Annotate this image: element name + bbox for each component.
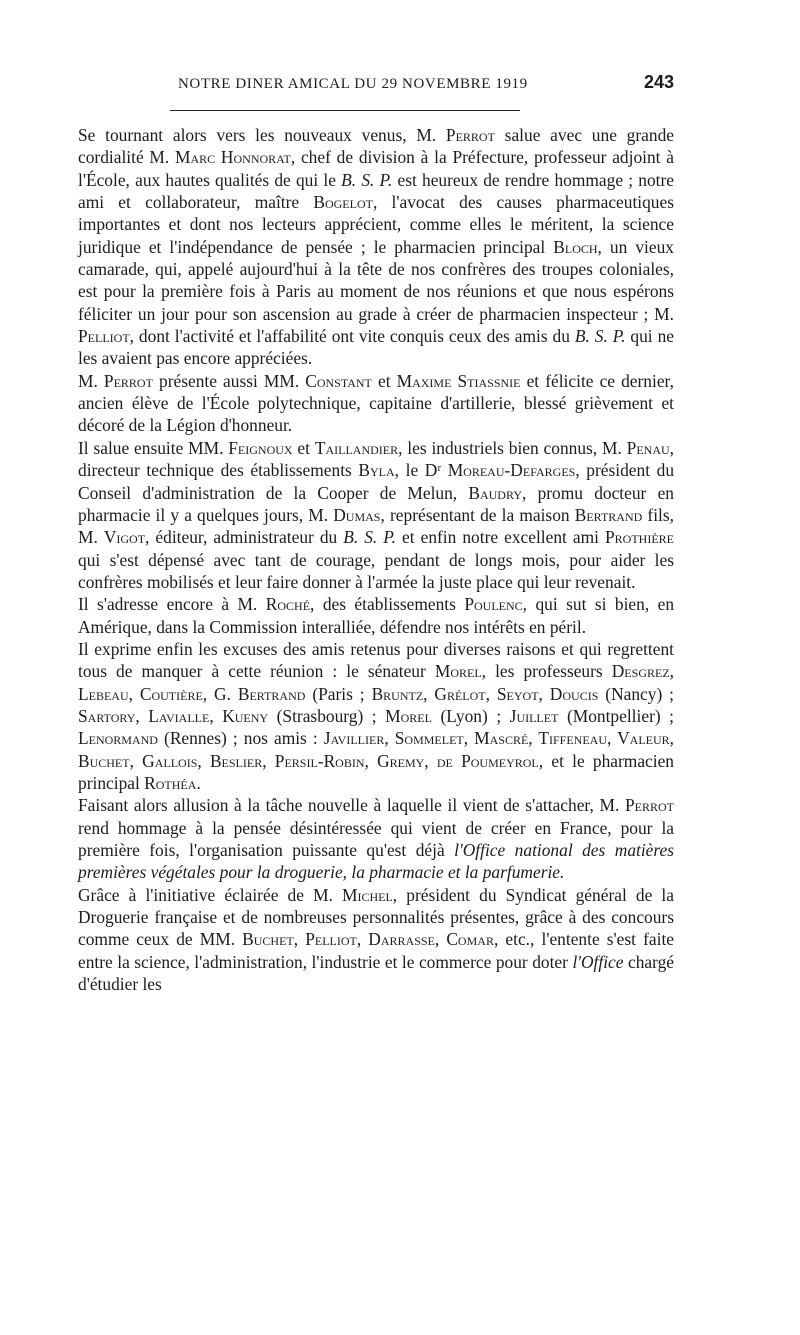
person-name: Penau bbox=[626, 437, 670, 458]
person-name: Roché bbox=[265, 594, 311, 615]
paragraph-2: M. Perrot présente aussi MM. Constant et Maxime Stiassnie et félicite ce dernier, ancien élève de l'École polytechnique, capitaine d'artillerie, blessé grièvement et décoré de la Légion d'honneur. bbox=[78, 370, 674, 436]
person-name: Moreau-Defarges bbox=[447, 460, 576, 481]
person-name: Juillet bbox=[509, 705, 559, 726]
running-head bbox=[78, 72, 674, 102]
paragraph-7: Grâce à l'initiative éclairée de M. Michel, président du Syndicat général de la Droguerie française et de nombreuses personnalités présentes, grâce à des concours comme ceux de MM. Buchet, Pelliot, Darrasse, Comar, etc., l'entente s'est faite entre la science, l'administration, l'industrie et le commerce pour doter l'Office chargé d'étudier les bbox=[78, 884, 674, 995]
person-name: Baudry bbox=[468, 482, 522, 503]
person-name: Marc Honnorat bbox=[175, 147, 291, 168]
person-name: Vigot bbox=[103, 527, 146, 548]
person-name: Morel bbox=[385, 705, 432, 726]
company-name: Byla bbox=[358, 460, 395, 481]
body-text bbox=[78, 124, 674, 995]
person-name: Michel bbox=[342, 884, 393, 905]
person-name: Bogelot bbox=[313, 192, 373, 213]
journal-abbrev: B. S. P. bbox=[574, 326, 626, 347]
paragraph-1: Se tournant alors vers les nouveaux venus, M. Perrot salue avec une grande cordialité M. Marc Honnorat, chef de division à la Préfecture, professeur adjoint à l'École, aux hautes qualités de qui le B. S. P. est heureux de rendre hommage ; notre ami et collaborateur, maître Bogelot, l'avocat des causes pharmaceutiques importantes et dont nos lecteurs apprécient, comme elles le méritent, la science juridique et l'indépendance de pensée ; le pharmacien principal Bloch, un vieux camarade, qui, appelé aujourd'hui à la tête de nos confrères des troupes coloniales, est pour la première fois à Paris au moment de nos réunions et que nous espérons féliciter un jour pour son ascension au grade à créer de pharmacien inspecteur ; M. Pelliot, dont l'activité et l'affabilité ont vite conquis ceux des amis du B. S. P. qui ne les avaient pas encore appréciées. bbox=[78, 125, 675, 369]
person-names: Bruntz, Grélot, Seyot, Doucis bbox=[371, 683, 599, 704]
person-names: Sartory, Lavialle, Kueny bbox=[78, 705, 269, 726]
running-title: NOTRE DINER AMICAL DU 29 NOVEMBRE 1919 bbox=[178, 76, 528, 92]
paragraph-3: Il salue ensuite MM. Feignoux et Taillandier, les industriels bien connus, M. Penau, directeur technique des établissements Byla, le Dʳ Moreau-Defarges, président du Conseil d'administration de la Cooper de Melun, Baudry, promu docteur en pharmacie il y a quelques jours, M. Dumas, représentant de la maison Bertrand fils, M. Vigot, éditeur, administrateur du B. S. P. et enfin notre excellent ami Prothière qui s'est dépensé avec tant de courage, pendant de longs mois, pour aider les confrères mobilisés et leur faire donner à l'armée la juste place qui leur revenait. bbox=[78, 437, 675, 592]
person-name: Feignoux bbox=[228, 437, 293, 458]
person-name: Bertrand bbox=[237, 683, 306, 704]
person-name: Pelliot bbox=[78, 326, 130, 347]
person-name: Prothière bbox=[604, 527, 674, 548]
person-names: Buchet, Pelliot, Darrasse, Comar bbox=[242, 929, 494, 950]
office-title: l'Office bbox=[572, 951, 624, 972]
person-name: Perrot bbox=[103, 370, 153, 391]
person-name: Maxime Stiassnie bbox=[396, 370, 521, 391]
person-name: Morel bbox=[434, 661, 482, 682]
company-name: Bertrand bbox=[574, 504, 643, 525]
company-name: Poulenc bbox=[464, 594, 523, 615]
paragraph-6: Faisant alors allusion à la tâche nouvelle à laquelle il vient de s'attacher, M. Perrot rend hommage à la pensée désintéressée qui vient de créer en France, pour la première fois, l'organisation puissante qu'est déjà l'Office national des matières premières végétales pour la droguerie, la pharmacie et la parfumerie. bbox=[78, 795, 675, 883]
person-names: Javillier, Sommelet, Mascré, Tiffeneau, Valeur, Buchet, Gallois, Beslier, Persil-Robin, Gremy, de Poumeyrol bbox=[78, 728, 675, 771]
header-rule bbox=[170, 110, 520, 111]
paragraph-5: Il exprime enfin les excuses des amis retenus pour diverses raisons et qui regrettent tous de manquer à cette réunion : le sénateur Morel, les professeurs Desgrez, Lebeau, Coutière, G. Bertrand (Paris ; Bruntz, Grélot, Seyot, Doucis (Nancy) ; Sartory, Lavialle, Kueny (Strasbourg) ; Morel (Lyon) ; Juillet (Montpellier) ; Lenormand (Rennes) ; nos amis : Javillier, Sommelet, Mascré, Tiffeneau, Valeur, Buchet, Gallois, Beslier, Persil-Robin, Gremy, de Poumeyrol, et le pharmacien principal Rothéa. bbox=[78, 638, 675, 793]
person-name: Dumas bbox=[333, 504, 381, 525]
person-name: Perrot bbox=[624, 795, 674, 816]
paragraph-4: Il s'adresse encore à M. Roché, des établissements Poulenc, qui sut si bien, en Amérique, dans la Commission interalliée, défendre nos intérêts en péril. bbox=[78, 594, 675, 637]
person-name: Perrot bbox=[445, 125, 495, 145]
person-name: Constant bbox=[305, 370, 372, 391]
person-name: Taillandier bbox=[314, 437, 399, 458]
person-name: Bloch bbox=[553, 236, 598, 257]
person-names: Desgrez, Lebeau, Coutière bbox=[78, 661, 674, 704]
person-name: Rothéa bbox=[144, 772, 197, 793]
journal-abbrev: B. S. P. bbox=[343, 527, 397, 548]
journal-abbrev: B. S. P. bbox=[341, 169, 393, 190]
person-name: Lenormand bbox=[78, 728, 158, 749]
office-title: l'Office national des matières premières végétales pour la droguerie, la pharmacie et la parfumerie. bbox=[78, 840, 675, 883]
page-number: 243 bbox=[643, 72, 674, 92]
